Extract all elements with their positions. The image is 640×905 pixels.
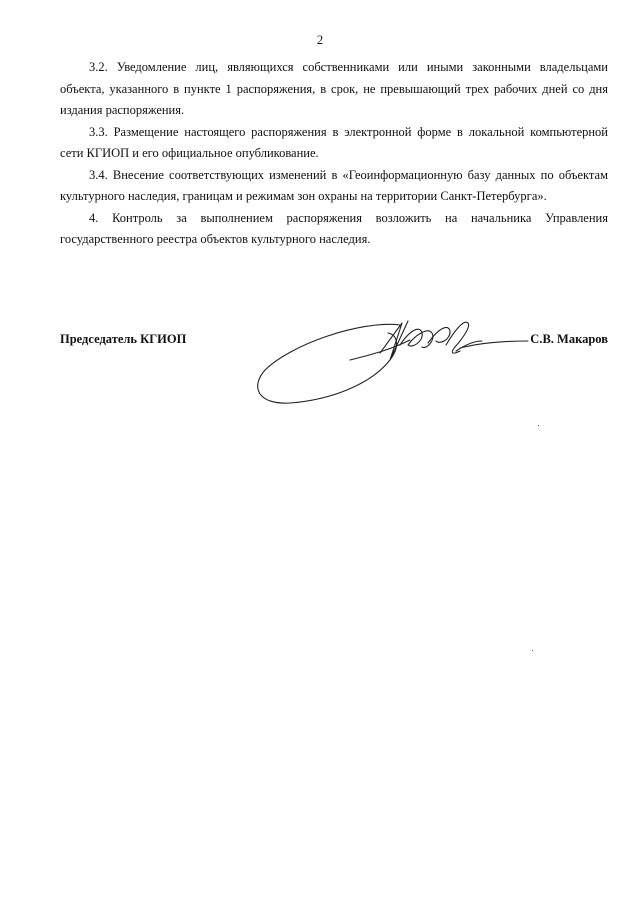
paragraph-3-4: 3.4. Внесение соответствующих изменений в «Геоинформационную базу данных по объектам культурного наследия, границам и режимам зон охраны на территории Санкт-Петербурга».	[60, 167, 608, 203]
handwritten-signature	[250, 305, 530, 415]
signatory-position: Председатель КГИОП	[60, 332, 187, 346]
scan-speck	[538, 425, 539, 426]
scan-speck	[532, 650, 533, 651]
paragraph-3-2: 3.2. Уведомление лиц, являющихся собственниками или иными законными владельцами объекта, указанного в пункте 1 распоряжения, в срок, не превышающий трех рабочих дней со дня издания распоряжения.	[60, 60, 608, 117]
page-number: 2	[316, 33, 324, 47]
paragraph-4: 4. Контроль за выполнением распоряжения возложить на начальника Управления государственного реестра объектов культурного наследия.	[60, 210, 608, 246]
paragraph-3-3: 3.3. Размещение настоящего распоряжения в электронной форме в локальной компьютерной сети КГИОП и его официальное опубликование.	[60, 124, 608, 160]
signatory-name: С.В. Макаров	[530, 332, 608, 346]
document-body	[60, 57, 608, 251]
